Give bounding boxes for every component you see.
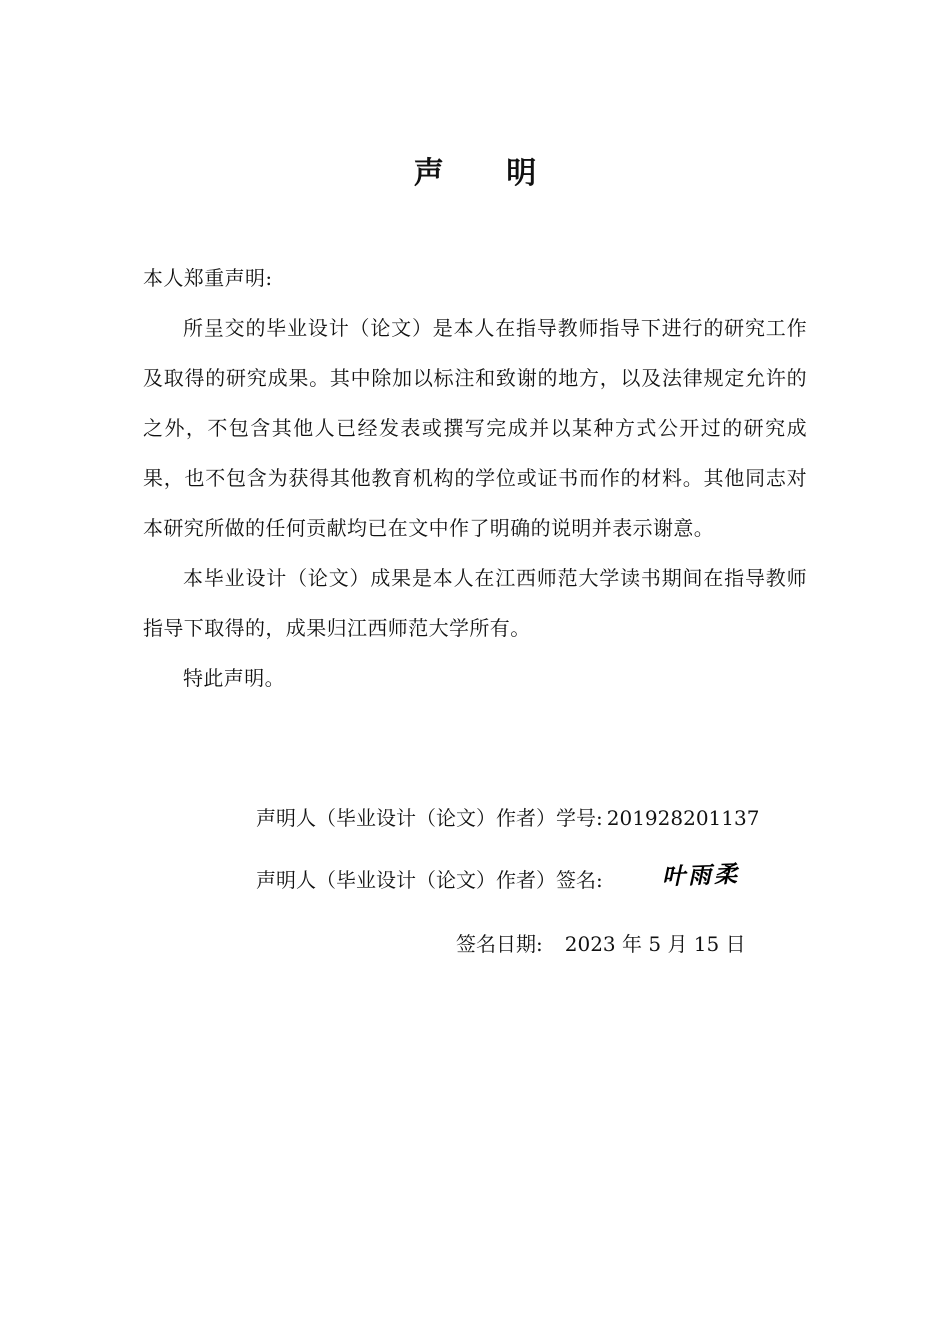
- paragraph-ownership: 本毕业设计（论文）成果是本人在江西师范大学读书期间在指导教师指导下取得的，成果归江西师范大学所有。: [143, 566, 807, 640]
- page-title: 声 明: [413, 156, 563, 191]
- student-id-label: 声明人（毕业设计（论文）作者）学号:: [256, 806, 603, 830]
- paragraph-originality: 所呈交的毕业设计（论文）是本人在指导教师指导下进行的研究工作及取得的研究成果。其中除加以标注和致谢的地方，以及法律规定允许的之外，不包含其他人已经发表或撰写完成并以某种方式公开过的研究成果，也不包含为获得其他教育机构的学位或证书而作的材料。其他同志对本研究所做的任何贡献均已在文中作了明确的说明并表示谢意。: [143, 316, 807, 540]
- declaration-body: [143, 253, 807, 703]
- date-label: 签名日期:: [456, 932, 543, 956]
- signature-date-line: [456, 928, 746, 957]
- signature-label: 声明人（毕业设计（论文）作者）签名:: [256, 868, 603, 892]
- handwritten-signature: 叶雨柔: [661, 861, 741, 891]
- greeting-line: 本人郑重声明:: [143, 266, 273, 290]
- signature-line: [256, 862, 816, 912]
- student-id-value: 201928201137: [606, 806, 760, 830]
- student-id-line: [256, 800, 816, 850]
- date-value: 2023 年 5 月 15 日: [564, 932, 746, 956]
- signature-block: [256, 800, 816, 900]
- paragraph-closing: 特此声明。: [183, 666, 285, 690]
